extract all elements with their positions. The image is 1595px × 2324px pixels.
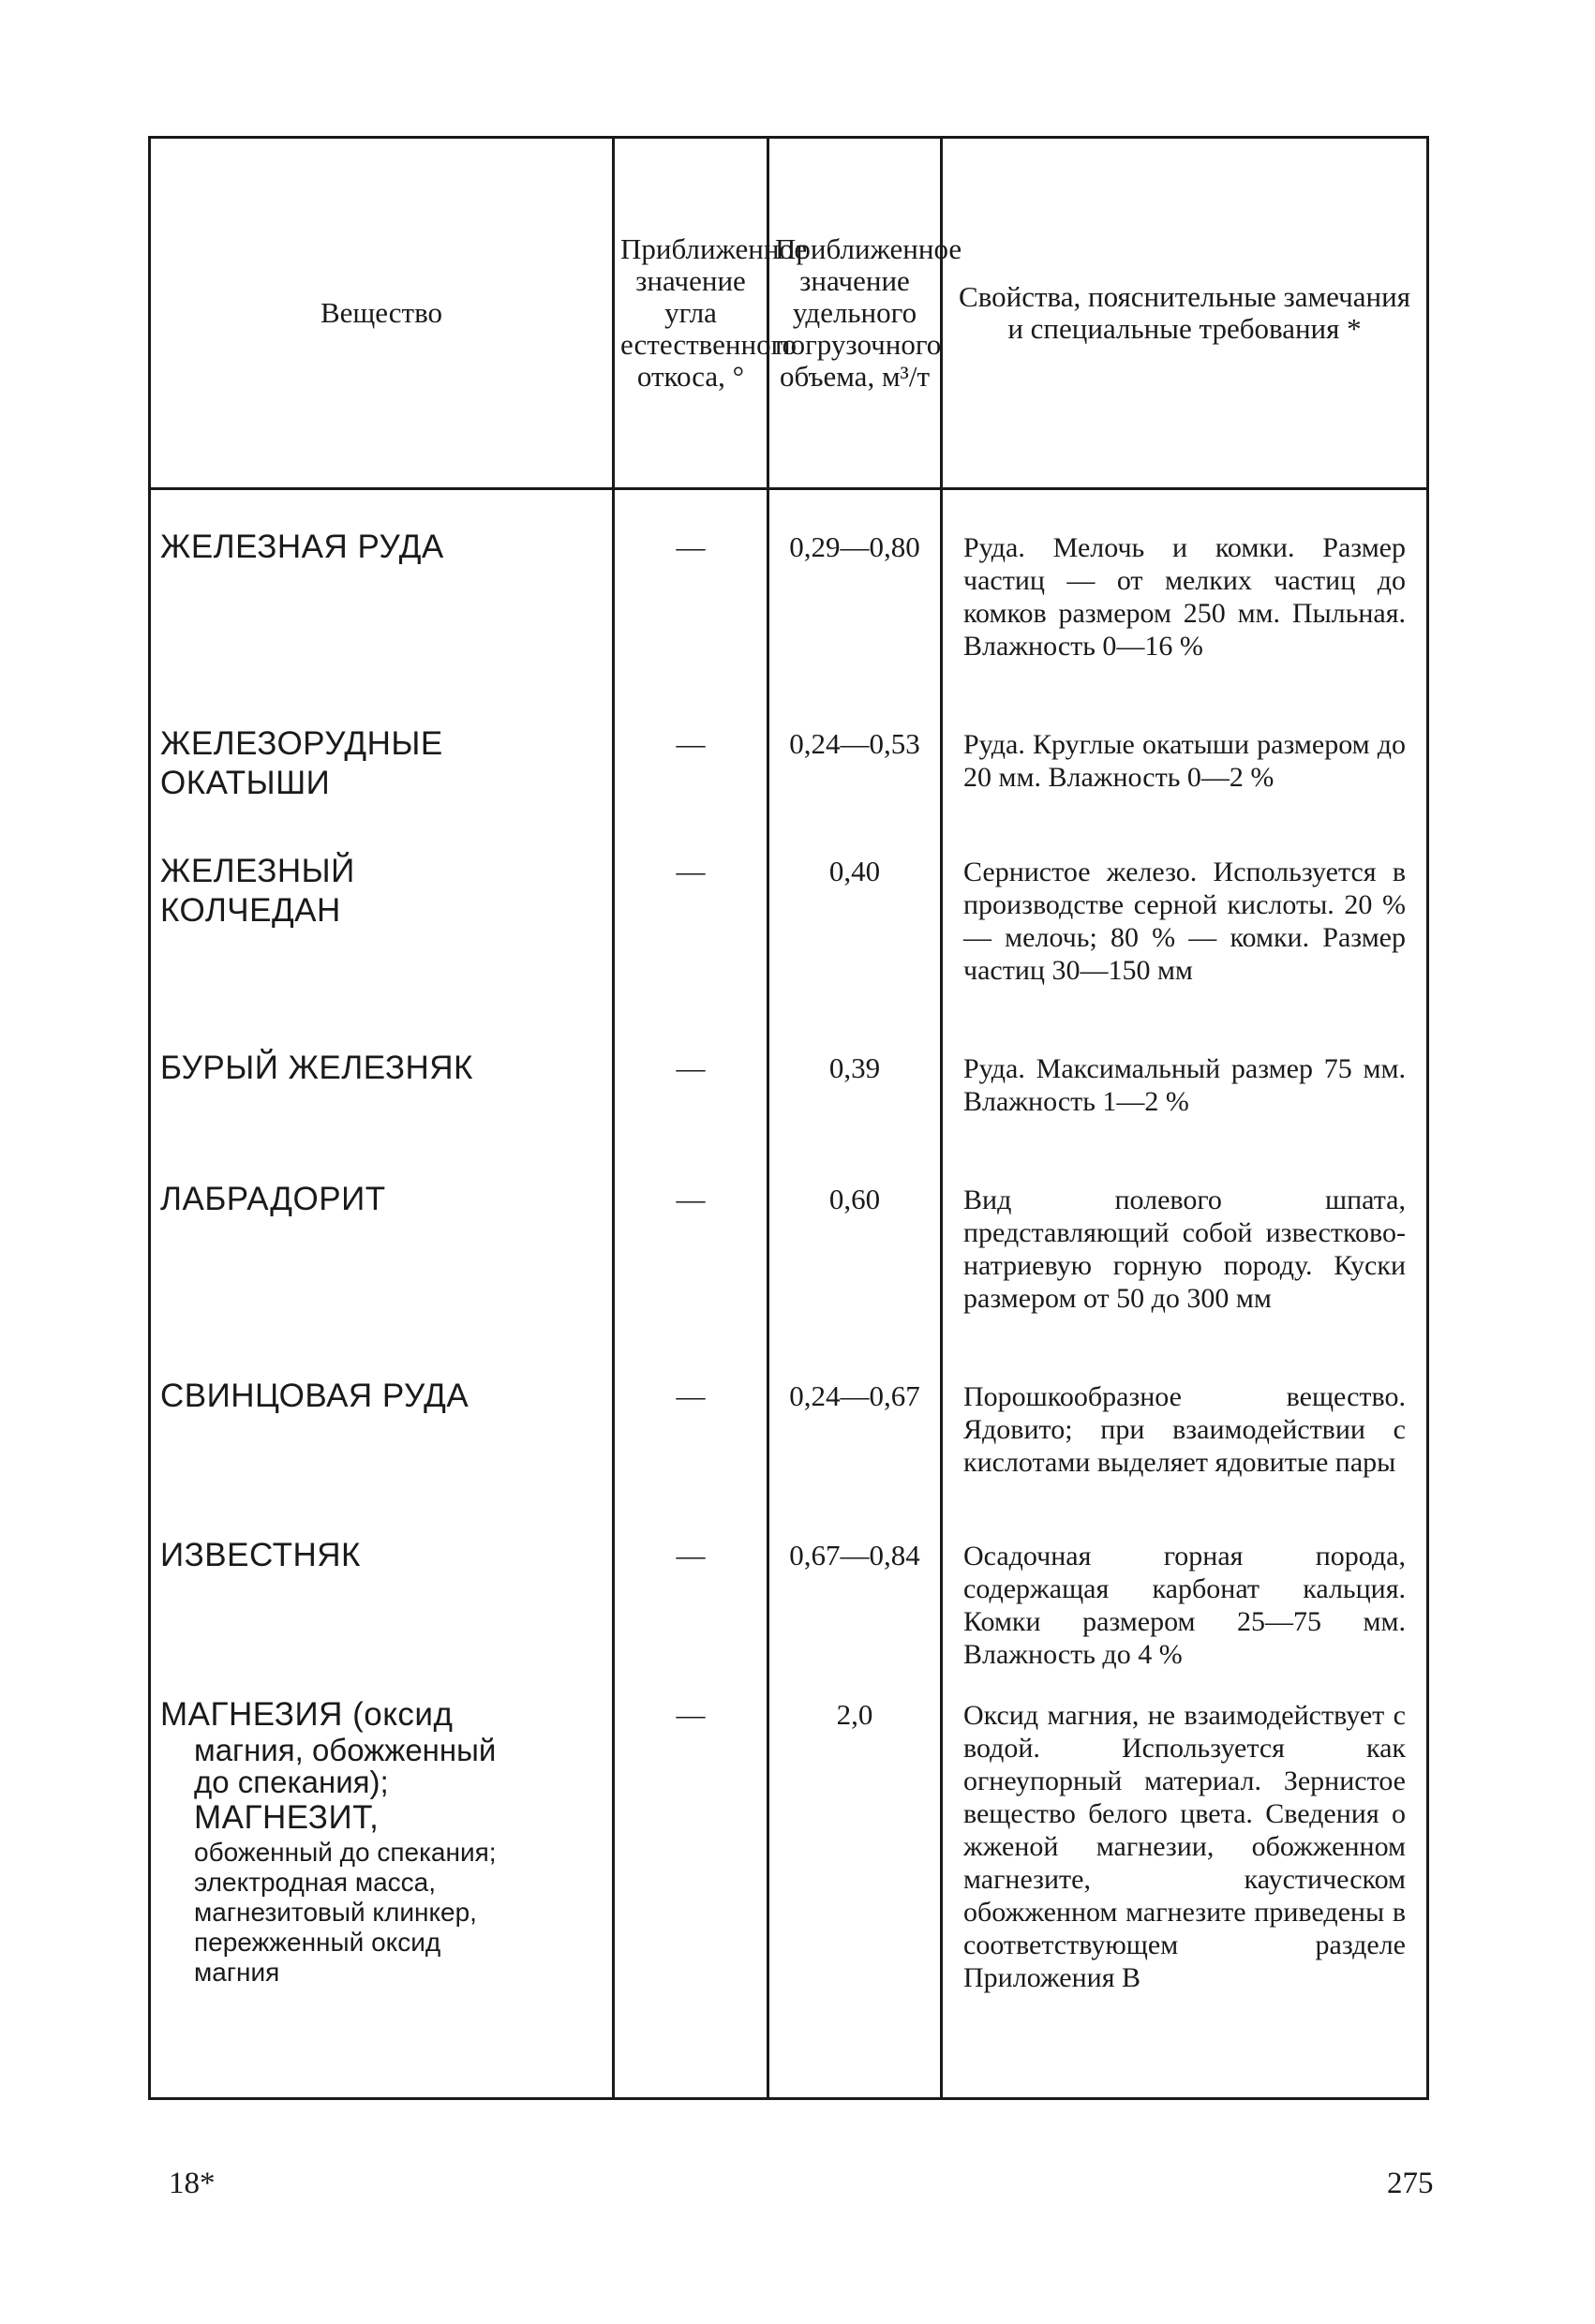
substance-name-secondary-detail: обоженный до спекания; электродная масса, магнезитовый клинкер, пережженный оксид магния xyxy=(194,1838,497,1987)
table-row xyxy=(150,1536,1428,1695)
angle-cell: — xyxy=(614,1695,768,2098)
spacer-row xyxy=(150,489,1428,529)
description-cell: Осадочная горная порода, содержащая карбонат кальция. Комки размером 25—75 мм. Влажность до 4 % xyxy=(942,1536,1428,1695)
description-cell: Руда. Мелочь и комки. Размер частиц — от мелких частиц до комков размером 250 мм. Пыльная. Влажность 0—16 % xyxy=(942,528,1428,724)
substance-name: СВИНЦОВАЯ РУДА xyxy=(160,1378,470,1414)
volume-cell: 0,24—0,67 xyxy=(768,1377,942,1536)
description-cell: Порошкообразное вещество. Ядовито; при взаимодействии с кислотами выделяет ядовитые пары xyxy=(942,1377,1428,1536)
substance-name: ЛАБРАДОРИТ xyxy=(160,1181,386,1217)
angle-cell: — xyxy=(614,1377,768,1536)
substance-name-cell xyxy=(150,1377,614,1536)
angle-cell: — xyxy=(614,1536,768,1695)
table-row xyxy=(150,1049,1428,1180)
volume-cell: 0,40 xyxy=(768,852,942,1049)
substance-name-cell xyxy=(150,1695,614,2098)
header-angle: Приближенное значение угла естественного откоса, ° xyxy=(614,138,768,489)
table-header-row xyxy=(150,138,1428,489)
substances-table xyxy=(148,136,1429,2100)
header-volume: Приближенное значение удельного погрузочного объема, м³/т xyxy=(768,138,942,489)
description-cell: Сернистое железо. Используется в производстве серной кислоты. 20 % — мелочь; 80 % — комки. Размер частиц 30—150 мм xyxy=(942,852,1428,1049)
substance-name-cell xyxy=(150,1049,614,1180)
angle-cell: — xyxy=(614,1049,768,1180)
page-number: 275 xyxy=(1387,2167,1434,2200)
volume-cell: 0,39 xyxy=(768,1049,942,1180)
angle-cell: — xyxy=(614,852,768,1049)
volume-cell: 2,0 xyxy=(768,1695,942,2098)
description-cell: Вид полевого шпата, представляющий собой известково-натриевую горную породу. Куски размером от 50 до 300 мм xyxy=(942,1180,1428,1377)
description-cell: Руда. Максимальный размер 75 мм. Влажность 1—2 % xyxy=(942,1049,1428,1180)
substance-name: ЖЕЛЕЗНЫЙ КОЛЧЕДАН xyxy=(160,853,355,929)
volume-cell: 0,60 xyxy=(768,1180,942,1377)
table-row xyxy=(150,852,1428,1049)
table-row xyxy=(150,1180,1428,1377)
substance-name-cell xyxy=(150,852,614,1049)
substance-name-cell xyxy=(150,724,614,852)
volume-cell: 0,67—0,84 xyxy=(768,1536,942,1695)
page-signature-mark: 18* xyxy=(169,2167,216,2200)
substance-name: ЖЕЛЕЗНАЯ РУДА xyxy=(160,529,444,565)
substance-name-detail: магния, обожженный до спекания); xyxy=(194,1733,497,1799)
angle-cell: — xyxy=(614,528,768,724)
description-cell: Оксид магния, не взаимодействует с водой. Используется как огнеупорный материал. Зернистое вещество белого цвета. Сведения о жженой магнезии, обожженном магнезите, каустическом обожженном магнезите приведены в соответствующем разделе Приложения В xyxy=(942,1695,1428,2098)
substance-name-cell xyxy=(150,528,614,724)
substance-name: МАГНЕЗИЯ (оксид xyxy=(160,1696,454,1733)
header-properties: Свойства, пояснительные замечания и специальные требования * xyxy=(942,138,1428,489)
substance-name: БУРЫЙ ЖЕЛЕЗНЯК xyxy=(160,1050,473,1086)
substance-name-cell xyxy=(150,1180,614,1377)
header-substance: Вещество xyxy=(150,138,614,489)
substance-name: ИЗВЕСТНЯК xyxy=(160,1537,361,1573)
substance-name-secondary: МАГНЕЗИТ, xyxy=(194,1799,380,1836)
table-row xyxy=(150,1377,1428,1536)
table-row xyxy=(150,1695,1428,2098)
table-row xyxy=(150,724,1428,852)
volume-cell: 0,24—0,53 xyxy=(768,724,942,852)
table-row xyxy=(150,528,1428,724)
angle-cell: — xyxy=(614,1180,768,1377)
description-cell: Руда. Круглые окатыши размером до 20 мм. Влажность 0—2 % xyxy=(942,724,1428,852)
substance-name: ЖЕЛЕЗОРУДНЫЕ ОКАТЫШИ xyxy=(160,725,443,801)
angle-cell: — xyxy=(614,724,768,852)
substance-name-cell xyxy=(150,1536,614,1695)
volume-cell: 0,29—0,80 xyxy=(768,528,942,724)
